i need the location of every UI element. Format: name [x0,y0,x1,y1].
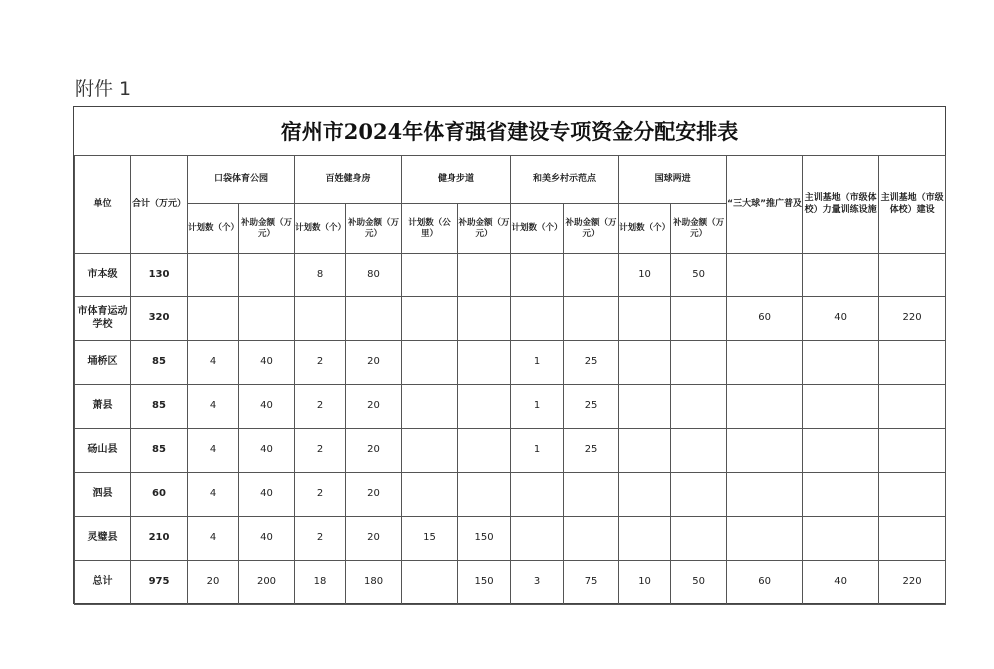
table-cell [727,341,803,385]
table-cell [803,341,879,385]
table-cell: 3 [511,561,564,605]
table-cell: 25 [564,429,619,473]
table-cell [188,254,239,297]
table-row [75,473,946,517]
table-cell [346,297,402,341]
table-cell: 150 [458,561,511,605]
table-cell: 20 [346,517,402,561]
subheader-plan: 计划数（个） [188,204,239,254]
table-cell [803,385,879,429]
table-cell: 1 [511,341,564,385]
header-three-balls: “三大球”推广普及 [727,156,803,254]
annex-label: 附件 1 [75,78,132,100]
table-cell: 40 [239,341,295,385]
table-cell: 15 [402,517,458,561]
table-cell [671,341,727,385]
table-cell: 60 [727,561,803,605]
table-cell [879,517,946,561]
table-cell: 40 [239,517,295,561]
row-total: 85 [131,341,188,385]
table-cell: 8 [295,254,346,297]
table-cell: 2 [295,517,346,561]
table-cell: 40 [239,385,295,429]
row-unit: 灵璧县 [75,517,131,561]
table-cell: 150 [458,517,511,561]
table-cell [295,297,346,341]
table-cell: 220 [879,561,946,605]
table-title: 宿州市2024年体育强省建设专项资金分配安排表 [74,107,945,156]
subheader-plan: 计划数（公里） [402,204,458,254]
table-cell: 50 [671,561,727,605]
table-cell: 25 [564,385,619,429]
table-cell: 80 [346,254,402,297]
table-cell [564,254,619,297]
table-cell [458,297,511,341]
table-cell [188,297,239,341]
table-cell [671,473,727,517]
subheader-plan: 计划数（个） [295,204,346,254]
header-strength-facility: 主训基地（市级体校）力量训练设施 [803,156,879,254]
header-group-fitness-trail: 健身步道 [402,156,511,204]
table-cell: 220 [879,297,946,341]
table-cell [619,297,671,341]
table-cell: 2 [295,473,346,517]
table-cell [239,297,295,341]
table-cell [458,473,511,517]
table-cell: 4 [188,385,239,429]
table-cell: 20 [346,429,402,473]
table-cell [879,254,946,297]
subheader-plan: 计划数（个） [511,204,564,254]
table-cell: 2 [295,385,346,429]
table-cell: 1 [511,385,564,429]
table-cell: 2 [295,341,346,385]
table-cell: 75 [564,561,619,605]
table-cell [402,341,458,385]
table-cell [879,385,946,429]
table-cell: 40 [803,297,879,341]
table-row [75,254,946,297]
table-cell [402,429,458,473]
table-cell [803,429,879,473]
table-cell [402,297,458,341]
row-unit: 砀山县 [75,429,131,473]
row-total: 975 [131,561,188,605]
table-cell [803,473,879,517]
table-cell [619,385,671,429]
subheader-amount: 补助金额（万元） [346,204,402,254]
table-cell [458,429,511,473]
table-cell [671,429,727,473]
table-cell: 20 [346,341,402,385]
table-cell: 10 [619,561,671,605]
table-cell: 60 [727,297,803,341]
table-cell [402,561,458,605]
table-cell [619,341,671,385]
row-total: 85 [131,385,188,429]
table-cell: 4 [188,341,239,385]
table-cell: 20 [346,385,402,429]
table-cell: 180 [346,561,402,605]
table-cell [402,254,458,297]
table-cell [671,517,727,561]
header-unit: 单位 [75,156,131,254]
table-cell [727,473,803,517]
table-cell [564,473,619,517]
table-cell [511,254,564,297]
row-unit: 泗县 [75,473,131,517]
table-cell [879,341,946,385]
table-cell [727,429,803,473]
table-cell: 18 [295,561,346,605]
subheader-plan: 计划数（个） [619,204,671,254]
row-unit: 埇桥区 [75,341,131,385]
table-cell [727,517,803,561]
table-cell: 20 [346,473,402,517]
table-row [75,341,946,385]
table-cell [511,473,564,517]
table-cell: 10 [619,254,671,297]
allocation-table-frame [73,106,946,604]
header-total: 合计（万元） [131,156,188,254]
table-row [75,517,946,561]
table-cell [619,473,671,517]
table-cell [402,473,458,517]
table-row [75,429,946,473]
row-total: 210 [131,517,188,561]
table-cell: 4 [188,429,239,473]
row-total: 320 [131,297,188,341]
table-cell [458,254,511,297]
table-cell [727,254,803,297]
subheader-amount: 补助金额（万元） [458,204,511,254]
table-cell: 1 [511,429,564,473]
table-cell [564,297,619,341]
table-cell [458,341,511,385]
header-group-village-demo: 和美乡村示范点 [511,156,619,204]
table-cell [671,297,727,341]
table-cell: 2 [295,429,346,473]
table-cell: 40 [239,473,295,517]
row-unit: 总计 [75,561,131,605]
table-cell [727,385,803,429]
table-cell [671,385,727,429]
header-group-table-tennis: 国球两进 [619,156,727,204]
table-cell [239,254,295,297]
table-cell: 50 [671,254,727,297]
table-cell [879,473,946,517]
row-total: 60 [131,473,188,517]
table-cell [458,385,511,429]
subheader-amount: 补助金额（万元） [239,204,295,254]
row-unit: 萧县 [75,385,131,429]
row-total: 85 [131,429,188,473]
table-row [75,385,946,429]
table-cell [879,429,946,473]
header-group-fitness-room: 百姓健身房 [295,156,402,204]
subheader-amount: 补助金额（万元） [671,204,727,254]
table-row [75,297,946,341]
table-cell: 4 [188,473,239,517]
header-base-construction: 主训基地（市级体校）建设 [879,156,946,254]
header-group-pocket-park: 口袋体育公园 [188,156,295,204]
table-cell: 200 [239,561,295,605]
table-cell [564,517,619,561]
table-body [75,254,946,605]
table-cell [803,517,879,561]
table-cell: 40 [803,561,879,605]
table-cell: 40 [239,429,295,473]
table-cell [511,517,564,561]
table-cell: 20 [188,561,239,605]
table-cell [402,385,458,429]
table-cell: 4 [188,517,239,561]
table-cell [619,429,671,473]
row-unit: 市本级 [75,254,131,297]
row-unit: 市体育运动学校 [75,297,131,341]
table-cell: 25 [564,341,619,385]
row-total: 130 [131,254,188,297]
subheader-amount: 补助金额（万元） [564,204,619,254]
table-cell [511,297,564,341]
table-cell [803,254,879,297]
table-row [75,561,946,605]
table-cell [619,517,671,561]
allocation-table [74,155,946,605]
